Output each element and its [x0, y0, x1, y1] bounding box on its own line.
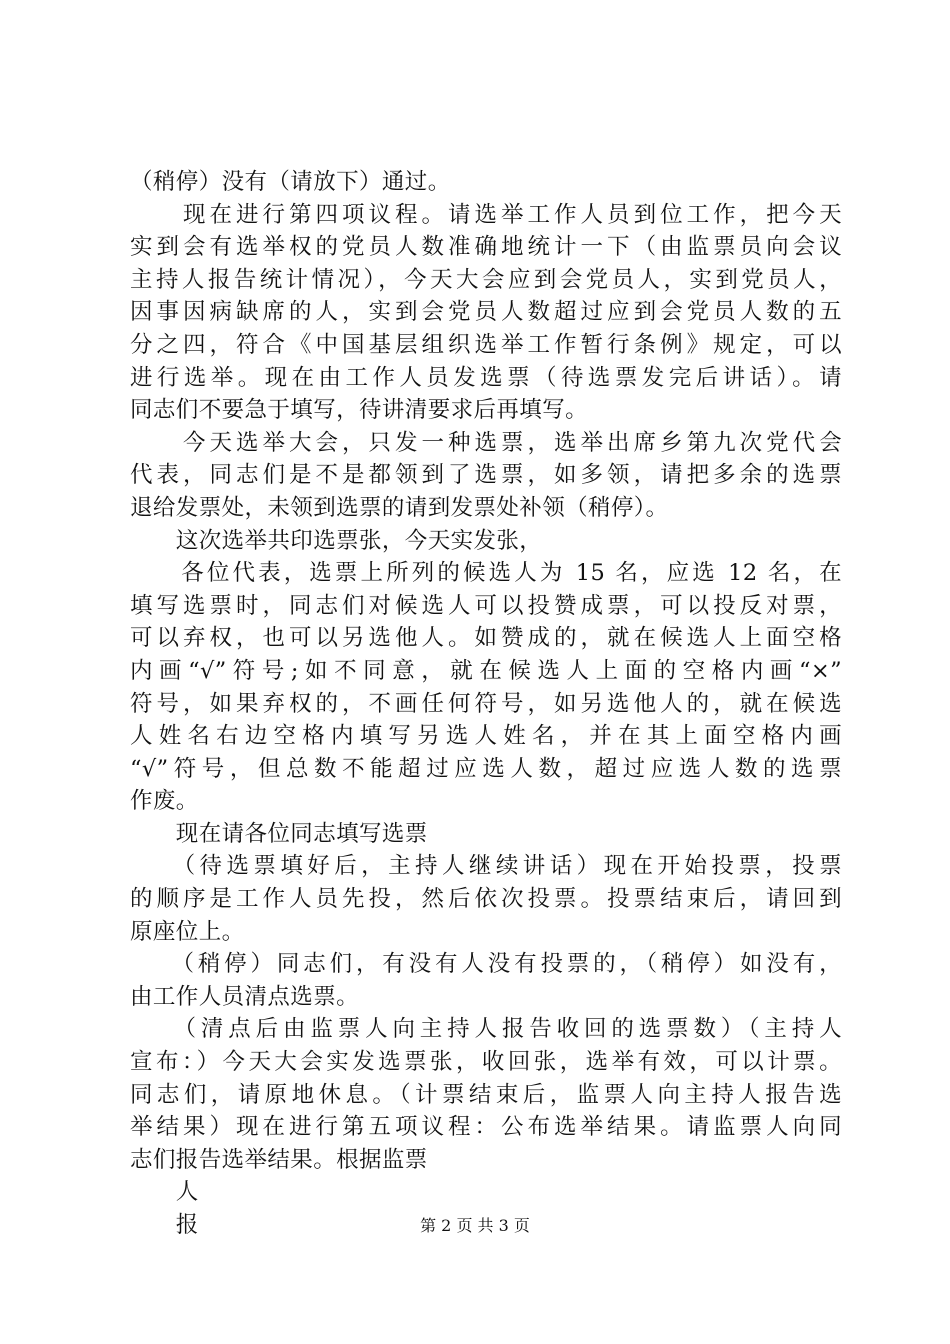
text-line: 主持人报告统计情况），今天大会应到会党员人，实到党员人，: [130, 266, 842, 293]
text-line: 填写选票时，同志们对候选人可以投赞成票，可以投反对票，: [130, 592, 842, 619]
text-line: 志们报告选举结果。根据监票: [130, 1146, 428, 1173]
text-line: 宣布：）今天大会实发选票张，收回张，选举有效，可以计票。: [130, 1049, 842, 1076]
text-line: （清点后由监票人向主持人报告收回的选票数）（主持人: [130, 1016, 842, 1043]
text-line: “√”符号，但总数不能超过应选人数，超过应选人数的选票: [130, 755, 842, 782]
text-line: 进行选举。现在由工作人员发选票（待选票发完后讲话）。请: [130, 364, 842, 391]
text-line: 人姓名右边空格内填写另选人姓名，并在其上面空格内画: [130, 723, 842, 750]
text-line: 的顺序是工作人员先投，然后依次投票。投票结束后，请回到: [130, 886, 842, 913]
text-line: 原座位上。: [130, 918, 245, 945]
text-line: 举结果）现在进行第五项议程：公布选举结果。请监票人向同: [130, 1114, 842, 1141]
text-line: 分之四，符合《中国基层组织选举工作暂行条例》规定，可以: [130, 331, 842, 358]
text-line: 符号，如果弃权的，不画任何符号，如另选他人的，就在候选: [130, 690, 842, 717]
text-line: 内画“√”符号;如不同意，就在候选人上面的空格内画“×”: [130, 657, 842, 684]
text-line: 作废。: [130, 788, 199, 815]
text-line: （待选票填好后，主持人继续讲话）现在开始投票，投票: [130, 853, 842, 880]
text-line: 实到会有选举权的党员人数准确地统计一下（由监票员向会议: [130, 234, 842, 261]
text-line: 这次选举共印选票张，今天实发张，: [130, 527, 543, 554]
text-line: 现在进行第四项议程。请选举工作人员到位工作，把今天: [130, 201, 842, 228]
text-line: （稍停）没有（请放下）通过。: [130, 169, 451, 195]
text-line: 同志们不要急于填写，待讲清要求后再填写。: [130, 397, 589, 424]
text-line: 同志们，请原地休息。（计票结束后，监票人向主持人报告选: [130, 1081, 842, 1108]
text-line: 可以弃权，也可以另选他人。如赞成的，就在候选人上面空格: [130, 625, 842, 652]
text-line: 现在请各位同志填写选票: [130, 820, 428, 847]
text-line: 因事因病缺席的人，实到会党员人数超过应到会党员人数的五: [130, 299, 842, 326]
text-line: 代表，同志们是不是都领到了选票，如多领，请把多余的选票: [130, 462, 842, 489]
text-line: 报: [130, 1212, 199, 1238]
text-line: 退给发票处，未领到选票的请到发票处补领（稍停）。: [130, 494, 669, 521]
text-line: 各位代表，选票上所列的候选人为 15 名，应选 12 名，在: [130, 560, 842, 587]
text-line: （稍停）同志们，有没有人没有投票的，（稍停）如没有，: [130, 951, 842, 978]
text-line: 由工作人员清点选票。: [130, 983, 360, 1010]
text-line: 今天选举大会，只发一种选票，选举出席乡第九次党代会: [130, 429, 842, 456]
text-line: 人: [130, 1179, 199, 1206]
page-footer: 第 2 页 共 3 页: [420, 1216, 530, 1235]
document-body: [130, 166, 842, 1242]
